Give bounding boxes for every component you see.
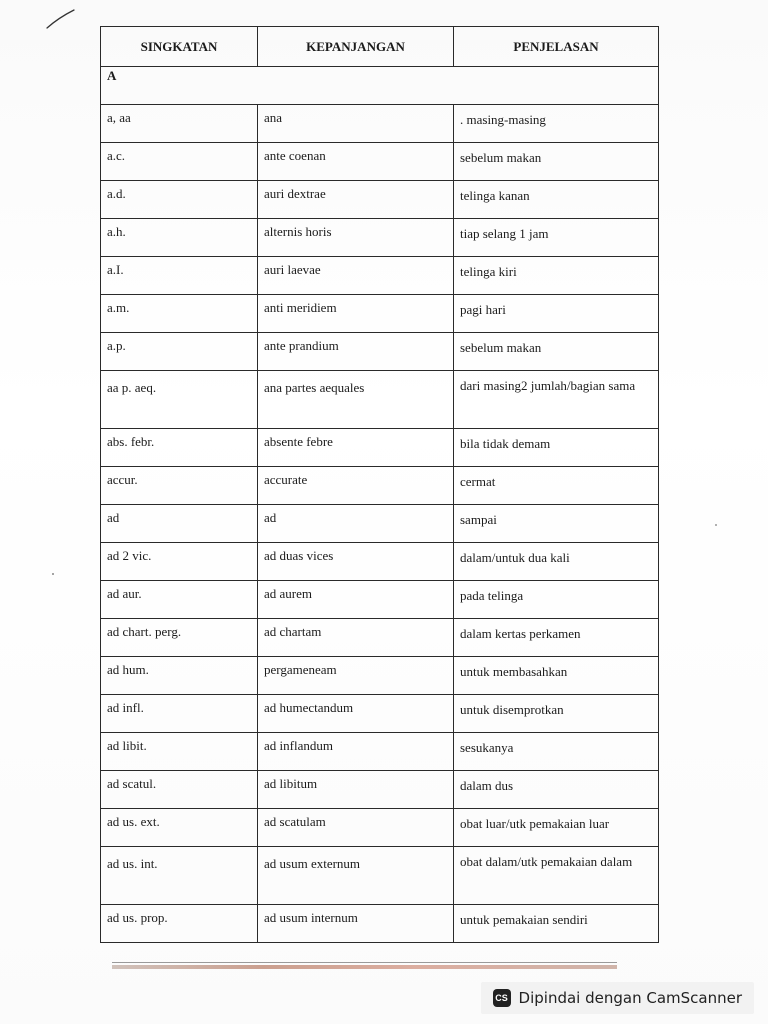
explanation-cell: dalam kertas perkamen: [454, 619, 659, 657]
explanation-cell: untuk pemakaian sendiri: [454, 905, 659, 943]
page-speck: [52, 573, 54, 575]
abbreviation-cell: accur.: [101, 467, 258, 505]
long-form-cell: ad humectandum: [258, 695, 454, 733]
explanation-cell: sebelum makan: [454, 333, 659, 371]
camscanner-logo-icon: CS: [493, 989, 511, 1007]
long-form-cell: ad libitum: [258, 771, 454, 809]
abbreviation-cell: a.m.: [101, 295, 258, 333]
table-row: [101, 543, 659, 581]
long-form-cell: ad usum externum: [258, 847, 454, 905]
section-label: A: [101, 67, 659, 105]
long-form-cell: auri dextrae: [258, 181, 454, 219]
table-header-row: [101, 27, 659, 67]
abbreviation-cell: ad libit.: [101, 733, 258, 771]
long-form-cell: ad chartam: [258, 619, 454, 657]
table-row: [101, 905, 659, 943]
page-bottom-line: [112, 962, 617, 963]
abbreviation-cell: a, aa: [101, 105, 258, 143]
table-row: [101, 429, 659, 467]
abbreviation-cell: ad chart. perg.: [101, 619, 258, 657]
long-form-cell: ad: [258, 505, 454, 543]
abbreviation-cell: a.h.: [101, 219, 258, 257]
abbreviation-cell: ad hum.: [101, 657, 258, 695]
abbreviation-cell: a.c.: [101, 143, 258, 181]
table-row: [101, 295, 659, 333]
table-row: [101, 143, 659, 181]
watermark-text: Dipindai dengan CamScanner: [518, 989, 742, 1007]
abbreviation-cell: ad us. ext.: [101, 809, 258, 847]
explanation-cell: dalam/untuk dua kali: [454, 543, 659, 581]
long-form-cell: ante prandium: [258, 333, 454, 371]
explanation-cell: obat dalam/utk pemakaian dalam: [454, 847, 659, 905]
section-row: [101, 67, 659, 105]
abbreviation-cell: abs. febr.: [101, 429, 258, 467]
explanation-cell: . masing-masing: [454, 105, 659, 143]
long-form-cell: ana partes aequales: [258, 371, 454, 429]
page-speck: [715, 524, 717, 526]
abbreviation-cell: a.d.: [101, 181, 258, 219]
abbreviation-cell: ad aur.: [101, 581, 258, 619]
table-row: [101, 657, 659, 695]
explanation-cell: telinga kanan: [454, 181, 659, 219]
long-form-cell: anti meridiem: [258, 295, 454, 333]
explanation-cell: pada telinga: [454, 581, 659, 619]
abbreviation-cell: a.I.: [101, 257, 258, 295]
abbreviation-cell: ad us. int.: [101, 847, 258, 905]
long-form-cell: absente febre: [258, 429, 454, 467]
explanation-cell: untuk membasahkan: [454, 657, 659, 695]
long-form-cell: ad aurem: [258, 581, 454, 619]
explanation-cell: sampai: [454, 505, 659, 543]
abbreviation-table-container: [100, 26, 658, 943]
long-form-cell: pergameneam: [258, 657, 454, 695]
table-row: [101, 847, 659, 905]
table-row: [101, 581, 659, 619]
abbreviation-cell: ad infl.: [101, 695, 258, 733]
explanation-cell: obat luar/utk pemakaian luar: [454, 809, 659, 847]
table-row: [101, 467, 659, 505]
long-form-cell: ad usum internum: [258, 905, 454, 943]
table-row: [101, 257, 659, 295]
table-row: [101, 181, 659, 219]
table-row: [101, 809, 659, 847]
abbreviation-cell: ad us. prop.: [101, 905, 258, 943]
abbreviation-cell: aa p. aeq.: [101, 371, 258, 429]
table-row: [101, 695, 659, 733]
table-row: [101, 771, 659, 809]
header-singkatan: SINGKATAN: [101, 27, 258, 67]
table-row: [101, 733, 659, 771]
explanation-cell: bila tidak demam: [454, 429, 659, 467]
long-form-cell: ad scatulam: [258, 809, 454, 847]
long-form-cell: alternis horis: [258, 219, 454, 257]
explanation-cell: sebelum makan: [454, 143, 659, 181]
abbreviation-cell: ad: [101, 505, 258, 543]
table-row: [101, 333, 659, 371]
explanation-cell: tiap selang 1 jam: [454, 219, 659, 257]
pen-stroke-mark: [44, 6, 84, 32]
long-form-cell: ante coenan: [258, 143, 454, 181]
long-form-cell: auri laevae: [258, 257, 454, 295]
camscanner-watermark: [481, 982, 754, 1014]
abbreviation-cell: ad 2 vic.: [101, 543, 258, 581]
table-row: [101, 219, 659, 257]
page-bottom-edge: [112, 965, 617, 969]
abbreviation-table: [100, 26, 659, 943]
long-form-cell: accurate: [258, 467, 454, 505]
header-kepanjangan: KEPANJANGAN: [258, 27, 454, 67]
long-form-cell: ad inflandum: [258, 733, 454, 771]
table-row: [101, 505, 659, 543]
explanation-cell: cermat: [454, 467, 659, 505]
long-form-cell: ad duas vices: [258, 543, 454, 581]
long-form-cell: ana: [258, 105, 454, 143]
table-row: [101, 619, 659, 657]
abbreviation-cell: ad scatul.: [101, 771, 258, 809]
table-row: [101, 371, 659, 429]
table-body: [101, 67, 659, 943]
explanation-cell: untuk disemprotkan: [454, 695, 659, 733]
explanation-cell: dalam dus: [454, 771, 659, 809]
abbreviation-cell: a.p.: [101, 333, 258, 371]
explanation-cell: telinga kiri: [454, 257, 659, 295]
header-penjelasan: PENJELASAN: [454, 27, 659, 67]
explanation-cell: sesukanya: [454, 733, 659, 771]
explanation-cell: dari masing2 jumlah/bagian sama: [454, 371, 659, 429]
explanation-cell: pagi hari: [454, 295, 659, 333]
table-row: [101, 105, 659, 143]
